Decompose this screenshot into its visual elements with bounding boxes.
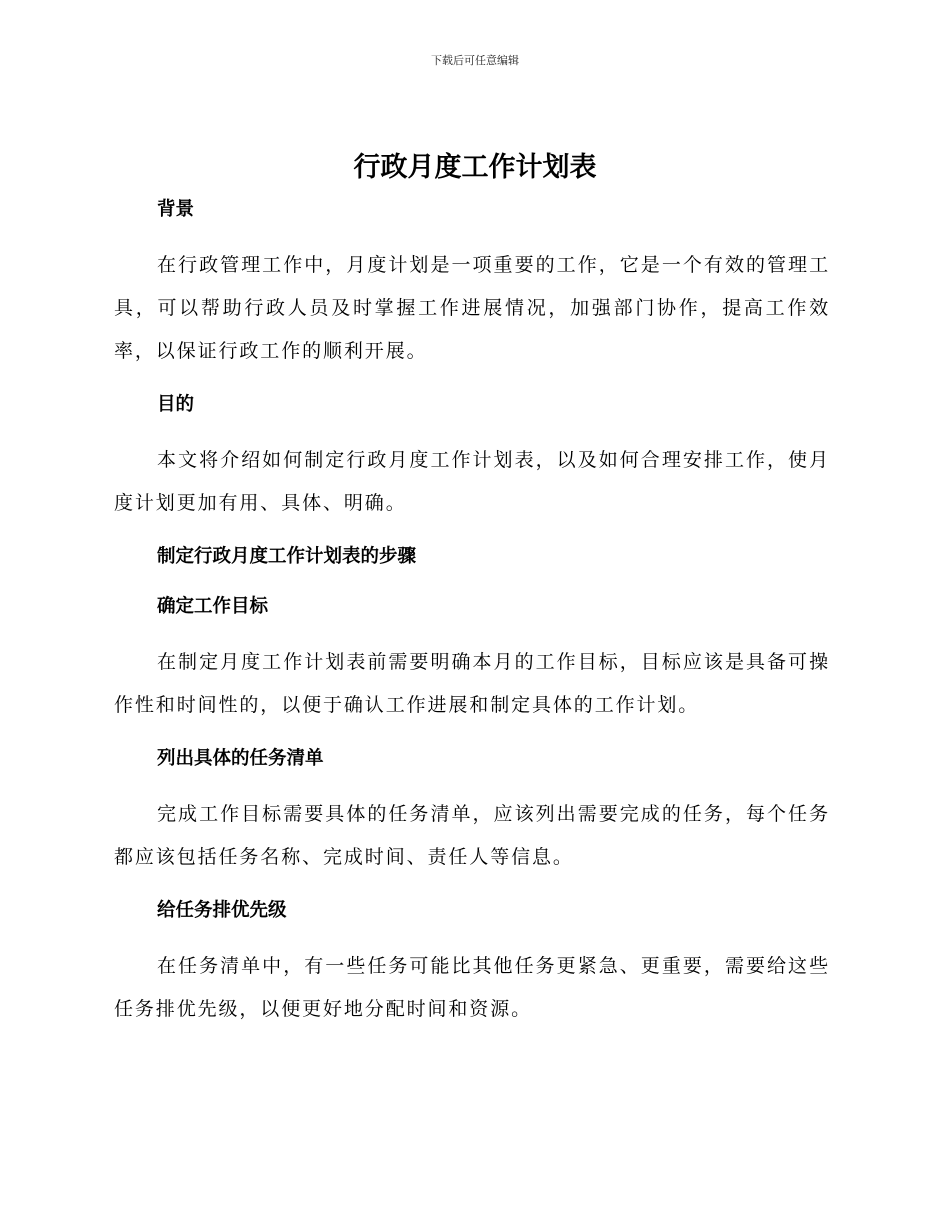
section-paragraph-prioritize: 在任务清单中，有一些任务可能比其他任务更紧急、更重要，需要给这些任务排优先级，以便更好地分配时间和资源。 (114, 955, 830, 1020)
section-heading-background: 背景 (157, 199, 195, 220)
section-heading-steps: 制定行政月度工作计划表的步骤 (157, 546, 417, 567)
section-heading-prioritize: 给任务排优先级 (157, 900, 287, 921)
section-heading-task-list: 列出具体的任务清单 (157, 748, 324, 769)
section-paragraph-task-list: 完成工作目标需要具体的任务清单，应该列出需要完成的任务，每个任务都应该包括任务名称、完成时间、责任人等信息。 (114, 803, 830, 868)
section-heading-set-goals: 确定工作目标 (157, 596, 269, 617)
document-body (114, 192, 830, 1031)
page-header-note: 下载后可任意编辑 (431, 54, 519, 67)
section-paragraph-purpose: 本文将介绍如何制定行政月度工作计划表，以及如何合理安排工作，使月度计划更加有用、具体、明确。 (114, 449, 830, 514)
section-heading-purpose: 目的 (157, 394, 195, 415)
section-paragraph-set-goals: 在制定月度工作计划表前需要明确本月的工作目标，目标应该是具备可操作性和时间性的，以便于确认工作进展和制定具体的工作计划。 (114, 651, 830, 716)
section-paragraph-background: 在行政管理工作中，月度计划是一项重要的工作，它是一个有效的管理工具，可以帮助行政人员及时掌握工作进展情况，加强部门协作，提高工作效率，以保证行政工作的顺利开展。 (114, 254, 830, 362)
document-title: 行政月度工作计划表 (353, 152, 597, 183)
